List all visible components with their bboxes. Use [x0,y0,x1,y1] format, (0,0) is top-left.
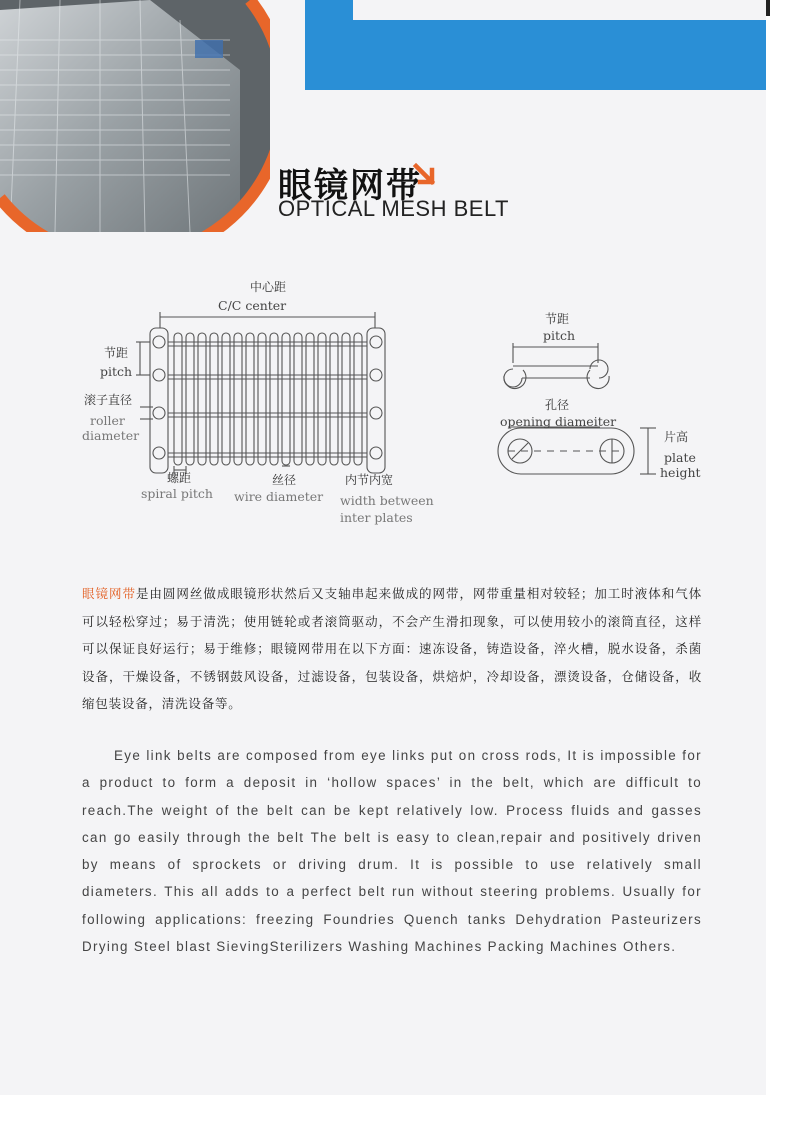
cc-center-label-cn: 中心距 [250,280,287,294]
roller-label-en-2: diameter [82,428,140,443]
blue-header-banner [305,0,766,90]
right-pitch-label-cn: 节距 [545,312,570,326]
spiral-pitch-label-cn: 螺距 [167,471,192,485]
inner-width-label-cn: 内节内宽 [345,473,394,487]
opening-label-en: opening diameiter [500,414,617,429]
english-description-text: Eye link belts are composed from eye links put on cross rods, It is impossible for a product to form a deposit in ‘hollow spaces’ in the belt, which are difficult to reach.The weight of the belt can be kept relatively low. Process fluids and gasses can go easily through the belt The belt is easy to clean,repair and positively driven by means of sprockets or driving drum. It is possible to use relatively small diameters. This all adds to a perfect belt run without steering problems. Usually for following applications: freezing Foundries Quench tanks Dehydration Pasteurizers Drying Steel blast SievingSterilizers Washing Machines Packing Machines Others. [82,748,702,955]
cc-center-label-en: C/C center [218,298,287,313]
english-description [82,742,702,960]
inner-width-label-en-1: width between [340,493,434,508]
spiral-pitch-label-en: spiral pitch [141,486,213,501]
chinese-description-highlight: 眼镜网带 [82,586,136,601]
pitch-label-en: pitch [100,364,133,379]
plate-height-label-en-2: height [660,465,701,480]
plate-height-label-en-1: plate [664,450,696,465]
plate-height-label-cn: 片高 [664,430,689,444]
opening-label-cn: 孔径 [545,398,570,412]
pitch-label-cn: 节距 [104,346,129,360]
wire-diameter-label-en: wire diameter [234,489,324,504]
conveyor-photo [0,0,270,232]
chinese-description-text: 是由圆网丝做成眼镜形状然后又支轴串起来做成的网带，网带重量相对较轻；加工时液体和气体可以轻松穿过；易于清洗；使用链轮或者滚筒驱动，不会产生滑扣现象，可以使用较小的滚筒直径，这样可以保证良好运行；易于维修；眼镜网带用在以下方面：速冻设备，铸造设备，淬火槽，脱水设备，杀菌设备，干燥设备，不锈钢鼓风设备，过滤设备，包装设备，烘焙炉，冷却设备，漂烫设备，仓储设备，收缩包装设备，清洗设备等。 [82,586,702,711]
orange-arrow-icon [412,160,438,190]
banner-notch [353,0,766,20]
inner-width-label-en-2: inter plates [340,510,413,525]
title-chinese: 眼镜网带 [278,166,422,206]
title-english: OPTICAL MESH BELT [278,196,509,221]
wire-diameter-label-cn: 丝径 [272,473,297,487]
page-edge-bottom [0,1095,794,1123]
right-pitch-label-en: pitch [543,328,576,343]
page-edge-right [766,0,794,1123]
chinese-description [82,580,702,718]
roller-label-en-1: roller [90,413,125,428]
technical-diagram [0,270,766,540]
roller-label-cn: 滚子直径 [84,393,133,407]
